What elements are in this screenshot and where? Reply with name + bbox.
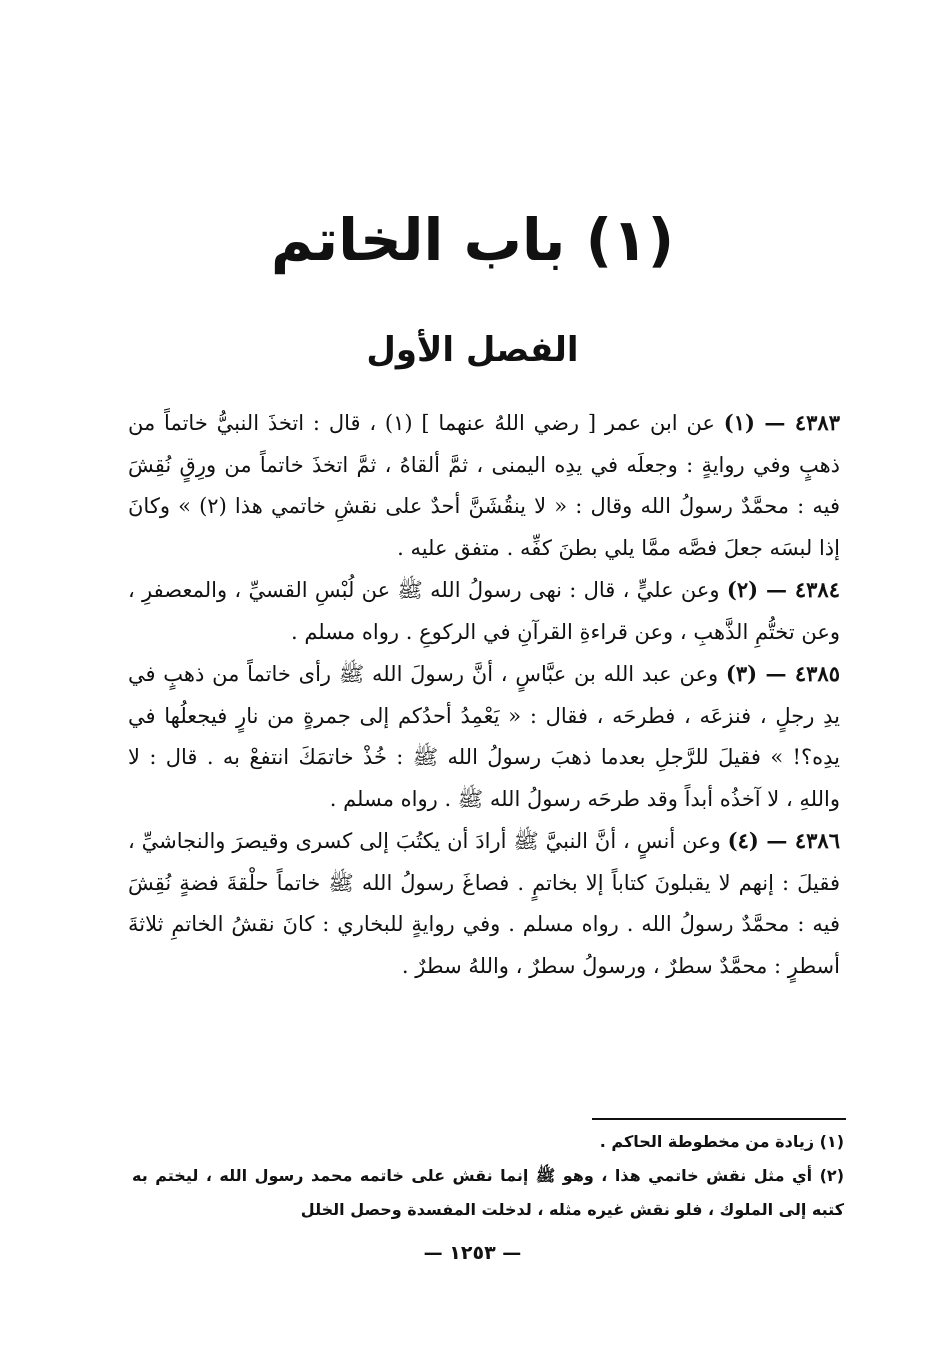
page-number: — ١٢٥٣ — (423, 1242, 522, 1264)
hadith-4383 (128, 402, 840, 569)
hadith-text: عن ابن عمر [ رضي اللهُ عنهما ] (١) ، قال : اتخذَ النبيُّ خاتماً من ذهبٍ وفي روايةٍ : وجعلَه في يدِه اليمنى ، ثمَّ ألقاهُ ، ثمَّ اتخذَ خاتماً من ورِقٍ نُقِشَ فيه : محمَّدٌ رسولُ الله وقال : « لا ينقُشَنَّ أحدٌ على نقشِ خاتمي هذا (٢) » وكانَ إذا لبسَه جعلَ فصَّه ممَّا يلي بطنَ كفِّه . متفق عليه . (128, 411, 840, 560)
chapter-title: (١) باب الخاتم (270, 206, 675, 274)
hadith-text: وعن أنسٍ ، أنَّ النبيَّ ﷺ أرادَ أن يكتُبَ إلى كسرى وقيصرَ والنجاشيِّ ، فقيلَ : إنهم لا يقبلونَ كتاباً إلا بخاتمٍ . فصاغَ رسولُ الله ﷺ خاتماً حلْقةَ فضةٍ نُقِشَ فيه : محمَّدٌ رسولُ الله . رواه مسلم . وفي روايةٍ للبخاري : كانَ نقشُ الخاتمِ ثلاثةَ أسطرٍ : محمَّدٌ سطرٌ ، ورسولُ سطرٌ ، واللهُ سطرٌ . (128, 829, 840, 978)
hadith-text: وعن عليٍّ ، قال : نهى رسولُ الله ﷺ عن لُبْسِ القسيِّ ، والمعصفرِ ، وعن تختُّمِ الذَّهبِ ، وعن قراءةِ القرآنِ في الركوعِ . رواه مسلم . (128, 578, 840, 644)
hadith-list (128, 402, 840, 987)
hadith-number: ٤٣٨٣ — (١) (723, 410, 840, 435)
footnote-separator (592, 1118, 846, 1120)
hadith-4386 (128, 820, 840, 987)
hadith-text: وعن عبد الله بن عبَّاسٍ ، أنَّ رسولَ الله ﷺ رأى خاتماً من ذهبٍ في يدِ رجلٍ ، فنزعَه ، فطرحَه ، فقال : « يَعْمِدُ أحدُكم إلى جمرةٍ من نارٍ فيجعلُها في يدِه؟! » فقيلَ للرَّجلِ بعدما ذهبَ رسولُ الله ﷺ : خُذْ خاتمَكَ انتفعْ به . قال : لا واللهِ ، لا آخذُه أبداً وقد طرحَه رسولُ الله ﷺ . رواه مسلم . (128, 662, 840, 811)
hadith-number: ٤٣٨٦ — (٤) (727, 828, 840, 853)
hadith-4384 (128, 569, 840, 653)
footnote-2: (٢) أي مثل نقش خاتمي هذا ، وهو ﷺ إنما نقش على خاتمه محمد رسول الله ، ليختم به كتبه إلى الملوك ، فلو نقش غيره مثله ، لدخلت المفسدة وحصل الخلل (132, 1166, 844, 1219)
footnote-1: (١) زيادة من مخطوطة الحاكم . (599, 1132, 844, 1151)
hadith-4385 (128, 653, 840, 820)
footnotes (132, 1125, 844, 1227)
section-title: الفصل الأول (366, 330, 579, 370)
hadith-number: ٤٣٨٥ — (٣) (725, 661, 840, 686)
hadith-number: ٤٣٨٤ — (٢) (726, 577, 840, 602)
